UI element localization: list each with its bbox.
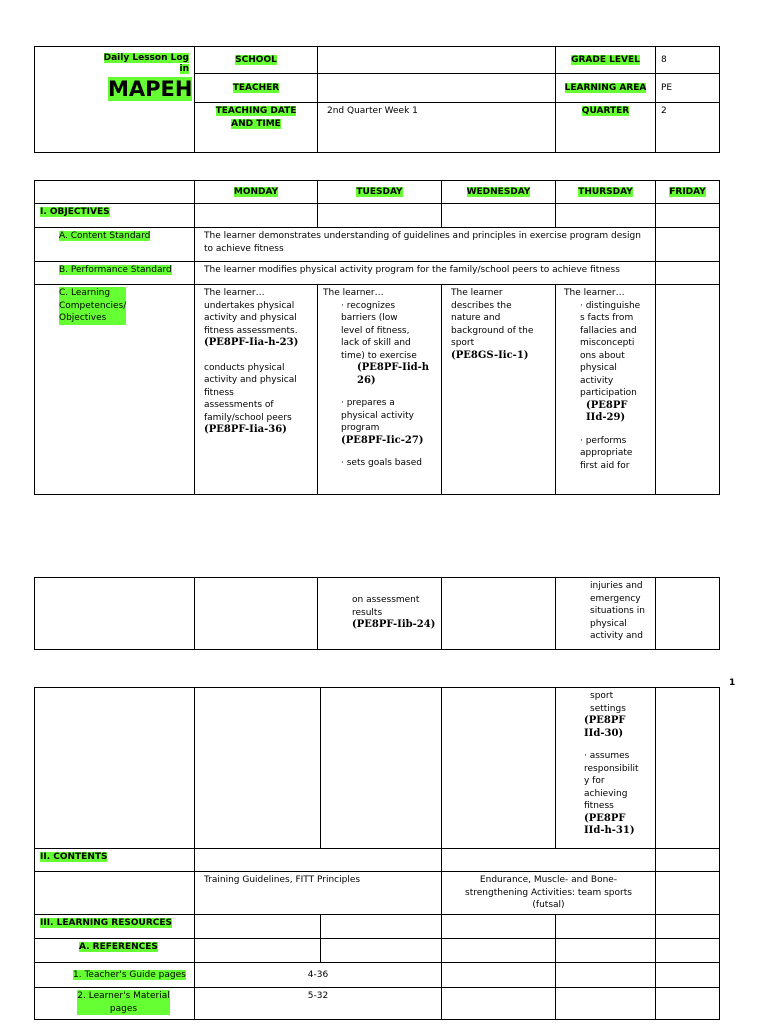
contents-mon-tue: Training Guidelines, FITT Principles [195, 872, 442, 915]
thursday-competencies [556, 285, 656, 495]
thursday-text-1: The learner… [564, 288, 625, 298]
teachers-guide-label: 1. Teacher's Guide pages [73, 969, 186, 980]
monday-competencies [195, 285, 318, 495]
tuesday-bullet-2: · prepares a physical activity program [341, 398, 414, 433]
learners-material-label: 2. Learner's Material pages [77, 991, 170, 1014]
quarter-label: QUARTER [581, 106, 630, 116]
day-friday: FRIDAY [669, 186, 706, 197]
day-thursday: THURSDAY [578, 186, 633, 197]
monday-text-2: conducts physical activity and physical fitness assessments of family/school peers [204, 362, 297, 423]
contents-wed-thu: Endurance, Muscle- and Bone- strengthening Activities: team sports (futsal) [442, 872, 656, 915]
thursday-page3 [556, 688, 656, 849]
tuesday-cont-text: on assessment results [352, 595, 420, 618]
monday-text-1: The learner… undertakes physical activity and physical fitness assessments. [204, 288, 298, 336]
monday-code-2: (PE8PF-Iia-36) [204, 424, 287, 435]
learners-material-value: 5-32 [195, 988, 442, 1020]
doc-title-in: in [179, 63, 189, 74]
contents-table [34, 687, 720, 1020]
school-label: SCHOOL [235, 54, 277, 65]
day-monday: MONDAY [233, 186, 279, 197]
day-wednesday: WEDNESDAY [466, 186, 531, 197]
tuesday-bullet-3: · sets goals based [341, 458, 422, 468]
thursday-code-1: (PE8PF IId-29) [586, 399, 628, 423]
performance-standard: The learner modifies physical activity program for the family/school peers to achieve fitness [195, 262, 656, 285]
thursday-bullet-1: · distinguishe s facts from fallacies and misconcepti ons about physical activity participation [580, 300, 641, 398]
teachers-guide-value: 4-36 [195, 963, 442, 988]
title-cell [35, 47, 195, 153]
tuesday-code-2: (PE8PF-Iic-27) [341, 434, 424, 446]
quarter-value: 2 [656, 103, 720, 153]
tuesday-code-1: (PE8PF-Iid-h 26) [357, 362, 430, 386]
teacher-value [318, 74, 556, 103]
header-table [34, 46, 720, 153]
thursday-bullet-2: · performs appropriate first aid for [580, 435, 633, 471]
objectives-table [34, 180, 720, 495]
wednesday-competencies [442, 285, 556, 495]
school-value [318, 47, 556, 74]
monday-code-1: (PE8PF-Iia-h-23) [204, 337, 299, 348]
competencies-label: C. Learning Competencies/ Objectives [59, 288, 127, 323]
date-value: 2nd Quarter Week 1 [318, 103, 556, 153]
thursday-p3-text: sport settings [590, 691, 626, 714]
teacher-label: TEACHER [232, 82, 280, 93]
tuesday-continuation [318, 578, 442, 650]
date-label: TEACHING DATE AND TIME [215, 106, 297, 129]
thursday-p3-code-2: (PE8PF IId-h-31) [584, 812, 635, 836]
contents-heading: II. CONTENTS [40, 852, 108, 862]
performance-standard-label: B. Performance Standard [59, 265, 172, 275]
wednesday-text: The learner describes the nature and background of the sport [451, 288, 534, 348]
tuesday-competencies [318, 285, 442, 495]
doc-title: Daily Lesson Log [103, 53, 189, 63]
grade-label: GRADE LEVEL [571, 54, 640, 65]
references-label: A. REFERENCES [79, 942, 158, 952]
thursday-continuation: injuries and emergency situations in physical activity and [556, 578, 656, 650]
tuesday-text-1: The learner… [323, 288, 384, 298]
tuesday-cont-code: (PE8PF-Iib-24) [352, 619, 436, 630]
tuesday-bullet-1: · recognizes barriers (low level of fitness, lack of skill and time) to exercise [341, 300, 417, 361]
grade-value: 8 [656, 47, 720, 74]
continuation-table [34, 577, 720, 650]
area-label: LEARNING AREA [564, 82, 647, 93]
day-tuesday: TUESDAY [356, 186, 403, 197]
thursday-p3-bullet: · assumes responsibilit y for achieving fitness [584, 751, 639, 811]
wednesday-code: (PE8GS-Iic-1) [451, 349, 529, 361]
thursday-p3-code-1: (PE8PF IId-30) [584, 715, 626, 739]
content-standard-label: A. Content Standard [59, 231, 151, 241]
objectives-heading: I. OBJECTIVES [40, 207, 110, 217]
content-standard: The learner demonstrates understanding of guidelines and principles in exercise program design to achieve fitness [195, 228, 656, 262]
resources-heading: III. LEARNING RESOURCES [40, 918, 172, 928]
page-number: 1 [729, 678, 736, 688]
subject-title: MAPEH [108, 77, 193, 101]
area-value: PE [656, 74, 720, 103]
